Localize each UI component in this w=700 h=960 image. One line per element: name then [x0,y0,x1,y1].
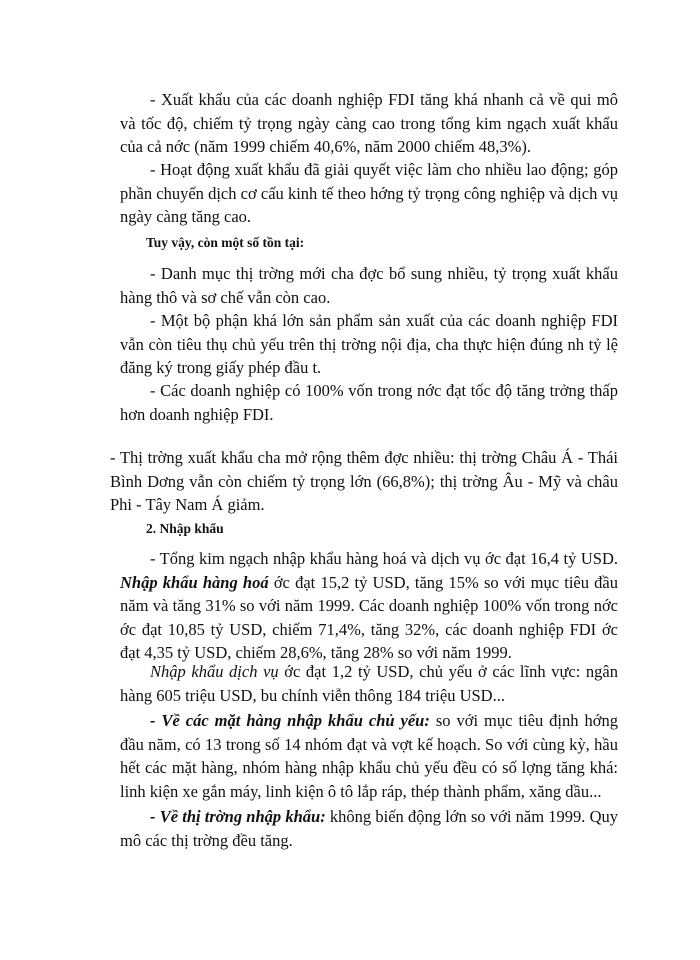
paragraph-import-services-emphasis: Nhập khẩu dịch vụ [150,662,279,681]
paragraph-import-goods-text: ớc đạt 15,2 tỷ USD, tăng 15% so với mục tiêu đầu năm và tăng 31% so với năm 1999. Các doanh nghiệp 100% vốn trong nớc ớc đạt 10,85 tỷ USD, chiếm 71,4%, tăng 32%, các doanh nghiệp FDI ớc đạt 4,35 tỷ USD, chiếm 28,6%, tăng 28% so với năm 1999. [120,572,619,662]
paragraph-domestic-growth [120,379,618,426]
paragraph-import-markets [120,805,618,852]
paragraph-export-employment [120,158,618,229]
paragraph-import-total [120,547,618,665]
paragraph-import-total-lead: - Tổng kim ngạch nhập khẩu hàng hoá và dịch vụ ớc đạt 16,4 tỷ USD. [150,549,618,568]
paragraph-import-markets-text: không biến động lớn so với năm 1999. Quy mô các thị trờng đều tăng. [120,807,619,850]
paragraph-import-items-text: so với mục tiêu định hớng đầu năm, có 13 trong số 14 nhóm đạt và vợt kế hoạch. So với cùng kỳ, hầu hết các mặt hàng, nhóm hàng nhập khẩu chủ yếu đều có số lợng tăng khá: linh kiện xe gắn máy, linh kiện ô tô lắp ráp, thép thành phẩm, xăng dầu... [120,711,618,801]
paragraph-import-markets-emphasis: - Về thị trờng nhập khẩu: [150,807,326,826]
paragraph-fdi-domestic-text: - Một bộ phận khá lớn sản phẩm sản xuất của các doanh nghiệp FDI vẫn còn tiêu thụ chủ yếu trên thị trờng nội địa, cha thực hiện đúng nh tỷ lệ đăng ký trong giấy phép đầu t. [120,311,618,377]
paragraph-fdi-export [120,88,618,159]
paragraph-export-employment-text: - Hoạt động xuất khẩu đã giải quyết việc làm cho nhiều lao động; góp phần chuyển dịch cơ cấu kinh tế theo hớng tỷ trọng công nghiệp và dịch vụ ngày càng tăng cao. [120,160,618,226]
paragraph-import-items-emphasis: - Về các mặt hàng nhập khẩu chủ yếu: [150,711,430,730]
paragraph-domestic-growth-text: - Các doanh nghiệp có 100% vốn trong nớc đạt tốc độ tăng trởng thấp hơn doanh nghiệp FDI. [120,381,618,424]
section-heading-imports: 2. Nhập khẩu [146,521,224,536]
section-heading-issues: Tuy vậy, còn một số tồn tại: [146,235,305,250]
paragraph-import-services [120,660,618,707]
paragraph-import-items [120,709,618,803]
paragraph-export-markets-text: - Thị trờng xuất khẩu cha mở rộng thêm đợc nhiều: thị trờng Châu Á - Thái Bình Dơng vẫn còn chiếm tỷ trọng lớn (66,8%); thị trờng Âu - Mỹ và châu Phi - Tây Nam Á giảm. [110,448,618,514]
paragraph-fdi-export-text: - Xuất khẩu của các doanh nghiệp FDI tăng khá nhanh cả về qui mô và tốc độ, chiếm tỷ trọng ngày càng cao trong tổng kim ngạch xuất khẩu của cả nớc (năm 1999 chiếm 40,6%, năm 2000 chiếm 48,3%). [120,90,618,156]
paragraph-import-services-text: ớc đạt 1,2 tỷ USD, chủ yếu ở các lĩnh vực: ngân hàng 605 triệu USD, bu chính viễn thông 184 triệu USD... [120,662,619,705]
paragraph-import-goods-emphasis: Nhập khẩu hàng hoá [120,572,269,592]
paragraph-market-list-text: - Danh mục thị trờng mới cha đợc bổ sung nhiều, tỷ trọng xuất khẩu hàng thô và sơ chế vẫn còn cao. [120,264,618,307]
paragraph-market-list [120,262,618,309]
paragraph-export-markets [110,446,618,517]
paragraph-fdi-domestic [120,309,618,380]
